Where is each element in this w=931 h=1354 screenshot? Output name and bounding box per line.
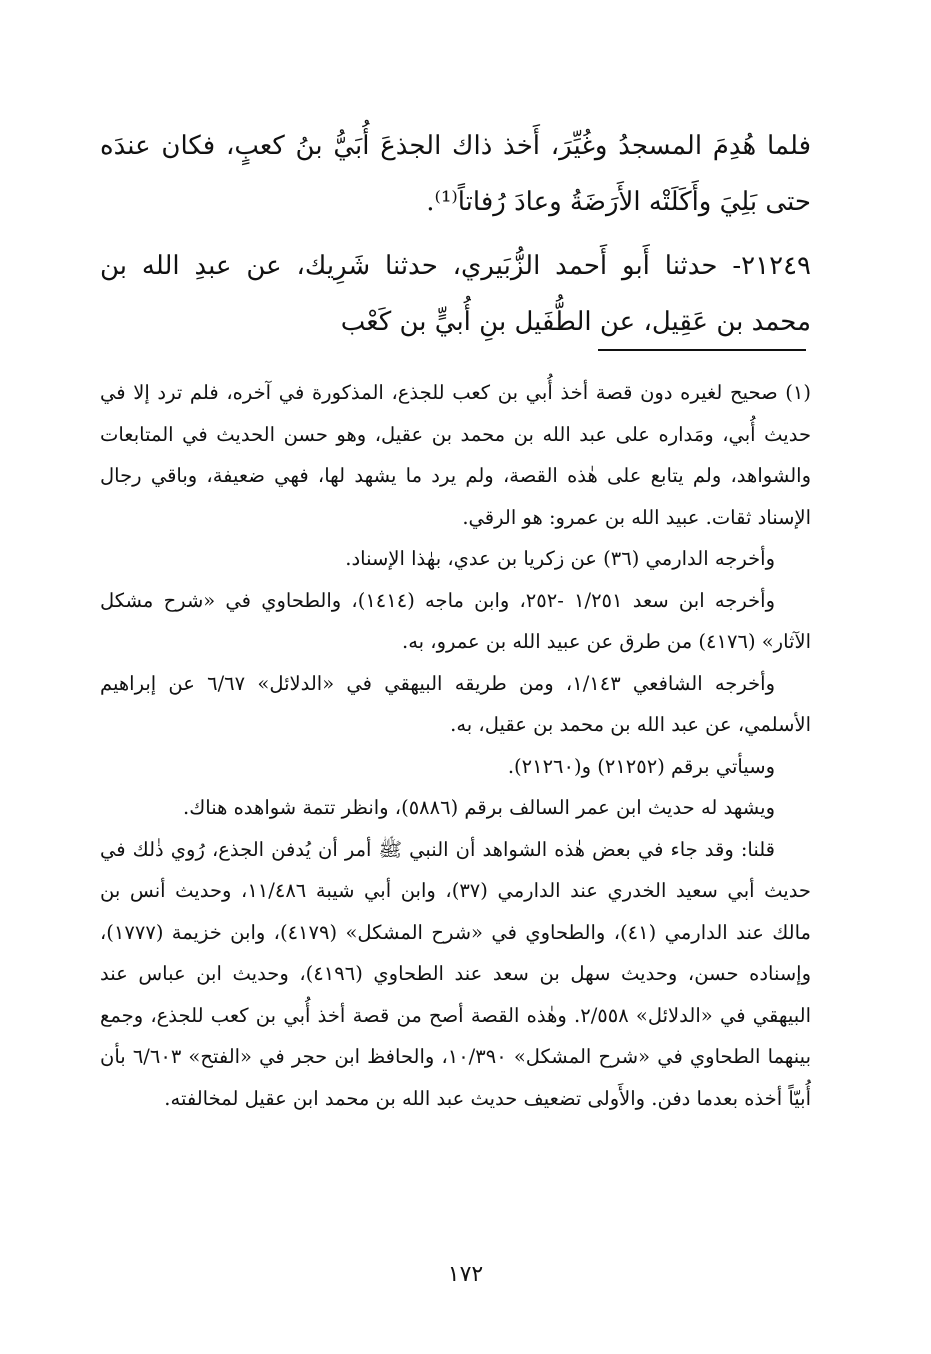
footnotes [100, 372, 811, 1119]
footnote-1: (١) صحيح لغيره دون قصة أخذ أُبي بن كعب للجذع، المذكورة في آخره، فلم ترد إلا في حديث أُبي، ومَداره على عبد الله بن محمد بن عقيل، وهو حسن الحديث في المتابعات والشواهد، ولم يتابع على هٰذه القصة، ولم يرد ما يشهد لها، فهي ضعيفة، وباقي رجال الإسناد ثقات. عبيد الله بن عمرو: هو الرقي. [100, 381, 811, 529]
footnote-editors-note: قلنا: وقد جاء في بعض هٰذه الشواهد أن النبي ﷺ أمر أن يُدفن الجذع، رُوي ذٰلك في حديث أبي سعيد الخدري عند الدارمي (٣٧)، وابن أبي شيبة ١١/٤٨٦، وحديث أنس بن مالك عند الدارمي (٤١)، والطحاوي في «شرح المشكل» (٤١٧٩)، وابن خزيمة (١٧٧٧)، وإسناده حسن، وحديث سهل بن سعد عند الطحاوي (٤١٩٦)، وحديث ابن عباس عند البيهقي في «الدلائل» ٢/٥٥٨. وهٰذه القصة أصح من قصة أخذ أُبي بن كعب للجذع، وجمع بينهما الطحاوي في «شرح المشكل» ١٠/٣٩٠، والحافظ ابن حجر في «الفتح» ٦/٦٠٣ بأن أُبيّاً أخذه بعدما دفن. والأَولى تضعيف حديث عبد الله بن محمد ابن عقيل لمخالفته. [100, 837, 812, 1110]
footnote-cross-reference: وسيأتي برقم (٢١٢٥٢) و(٢١٢٦٠). [507, 754, 775, 778]
footnote-separator [598, 349, 806, 351]
main-text [100, 118, 811, 350]
main-paragraph-2-hadith: ٢١٢٤٩- حدثنا أَبو أَحمد الزُّبَيري، حدثنا شَرِيك، عن عبدِ الله بن محمد بن عَقِيل، عن الطُّفَيل بنِ أُبيٍّ بن كَعْب [100, 251, 811, 337]
footnote-witness: ويشهد له حديث ابن عمر السالف برقم (٥٨٨٦)، وانظر تتمة شواهده هناك. [183, 796, 775, 819]
page-number: ١٧٢ [447, 1262, 484, 1287]
footnote-ibn-saad: وأخرجه ابن سعد ١/٢٥١ -٢٥٢، وابن ماجه (١٤١٤)، والطحاوي في «شرح مشكل الآثار» (٤١٧٦) من طرق عن عبيد الله بن عمرو، به. [100, 588, 811, 653]
main-paragraph-1: فلما هُدِمَ المسجدُ وغُيِّرَ، أَخذ ذاك الجذعَ أُبَيُّ بنُ كعبٍ، فكان عندَه حتى بَلِيَ وأَكَلَتْه الأَرَضَةُ وعادَ رُفاتاً⁽¹⁾. [100, 131, 811, 217]
footnote-darimi: وأخرجه الدارمي (٣٦) عن زكريا بن عدي، بهٰذا الإسناد. [345, 547, 775, 570]
footnote-shafii: وأخرجه الشافعي ١/١٤٣، ومن طريقه البيهقي في «الدلائل» ٦/٦٧ عن إبراهيم الأسلمي، عن عبد الله بن محمد بن عقيل، به. [100, 671, 811, 736]
